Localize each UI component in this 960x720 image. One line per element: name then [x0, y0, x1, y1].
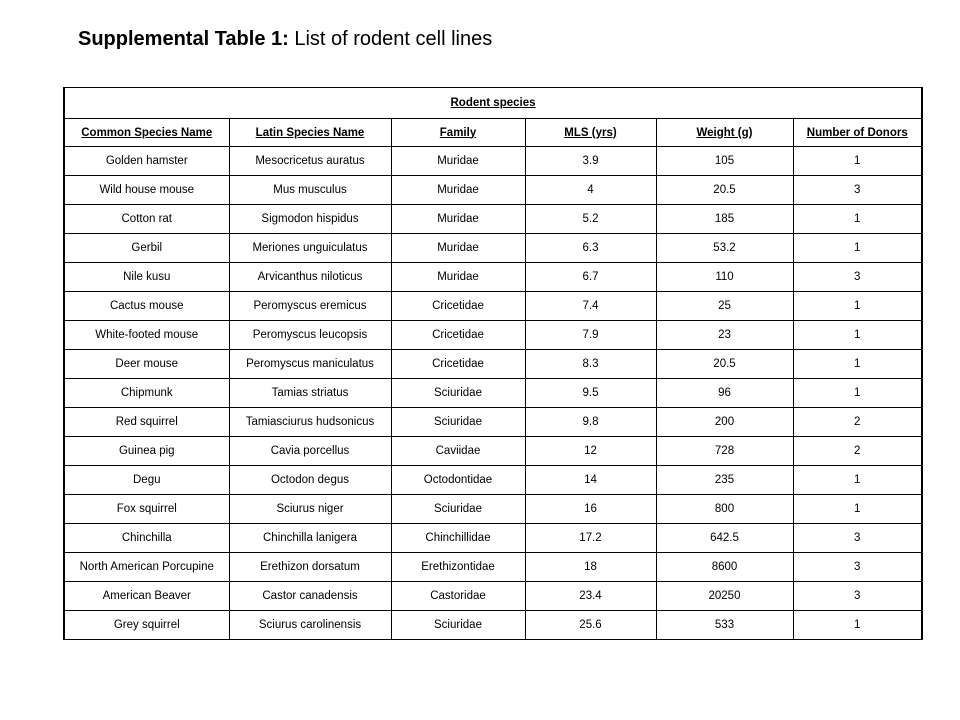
donors-cell: 1 [793, 611, 922, 640]
family-cell: Cricetidae [391, 321, 525, 350]
common-name-cell: Golden hamster [64, 147, 229, 176]
latin-name-cell: Erethizon dorsatum [229, 553, 391, 582]
column-header-mls: MLS (yrs) [525, 119, 656, 147]
table-row [64, 147, 922, 176]
weight-cell: 800 [656, 495, 793, 524]
common-name-cell: Grey squirrel [64, 611, 229, 640]
table-body [64, 147, 922, 640]
table-row [64, 553, 922, 582]
common-name-cell: Cactus mouse [64, 292, 229, 321]
mls-cell: 6.3 [525, 234, 656, 263]
common-name-cell: North American Porcupine [64, 553, 229, 582]
latin-name-cell: Peromyscus eremicus [229, 292, 391, 321]
family-cell: Sciuridae [391, 495, 525, 524]
mls-cell: 6.7 [525, 263, 656, 292]
column-header-latin-name: Latin Species Name [229, 119, 391, 147]
donors-cell: 1 [793, 466, 922, 495]
donors-cell: 1 [793, 205, 922, 234]
latin-name-cell: Peromyscus leucopsis [229, 321, 391, 350]
title-label: Supplemental Table 1: [78, 28, 289, 50]
table-row [64, 379, 922, 408]
family-cell: Muridae [391, 263, 525, 292]
latin-name-cell: Tamiasciurus hudsonicus [229, 408, 391, 437]
weight-cell: 533 [656, 611, 793, 640]
common-name-cell: Chipmunk [64, 379, 229, 408]
common-name-cell: Chinchilla [64, 524, 229, 553]
common-name-cell: Red squirrel [64, 408, 229, 437]
mls-cell: 5.2 [525, 205, 656, 234]
mls-cell: 12 [525, 437, 656, 466]
weight-cell: 235 [656, 466, 793, 495]
mls-cell: 17.2 [525, 524, 656, 553]
column-header-row [64, 119, 922, 147]
table-row [64, 234, 922, 263]
common-name-cell: American Beaver [64, 582, 229, 611]
common-name-cell: Deer mouse [64, 350, 229, 379]
donors-cell: 2 [793, 408, 922, 437]
latin-name-cell: Arvicanthus niloticus [229, 263, 391, 292]
family-cell: Muridae [391, 176, 525, 205]
weight-cell: 20250 [656, 582, 793, 611]
donors-cell: 3 [793, 176, 922, 205]
table-row [64, 205, 922, 234]
mls-cell: 9.8 [525, 408, 656, 437]
mls-cell: 3.9 [525, 147, 656, 176]
mls-cell: 16 [525, 495, 656, 524]
column-header-weight: Weight (g) [656, 119, 793, 147]
donors-cell: 3 [793, 553, 922, 582]
weight-cell: 25 [656, 292, 793, 321]
family-cell: Octodontidae [391, 466, 525, 495]
page-title [78, 24, 492, 54]
donors-cell: 1 [793, 321, 922, 350]
mls-cell: 9.5 [525, 379, 656, 408]
mls-cell: 18 [525, 553, 656, 582]
rodent-cell-lines-table [63, 87, 923, 640]
latin-name-cell: Chinchilla lanigera [229, 524, 391, 553]
table-row [64, 437, 922, 466]
donors-cell: 1 [793, 350, 922, 379]
table-row [64, 321, 922, 350]
family-cell: Erethizontidae [391, 553, 525, 582]
table-row [64, 292, 922, 321]
family-cell: Castoridae [391, 582, 525, 611]
family-cell: Chinchillidae [391, 524, 525, 553]
donors-cell: 1 [793, 147, 922, 176]
weight-cell: 20.5 [656, 350, 793, 379]
family-cell: Cricetidae [391, 292, 525, 321]
latin-name-cell: Mesocricetus auratus [229, 147, 391, 176]
latin-name-cell: Meriones unguiculatus [229, 234, 391, 263]
common-name-cell: Nile kusu [64, 263, 229, 292]
weight-cell: 96 [656, 379, 793, 408]
table-row [64, 176, 922, 205]
weight-cell: 53.2 [656, 234, 793, 263]
latin-name-cell: Octodon degus [229, 466, 391, 495]
common-name-cell: Wild house mouse [64, 176, 229, 205]
latin-name-cell: Tamias striatus [229, 379, 391, 408]
donors-cell: 1 [793, 234, 922, 263]
latin-name-cell: Castor canadensis [229, 582, 391, 611]
weight-cell: 105 [656, 147, 793, 176]
latin-name-cell: Cavia porcellus [229, 437, 391, 466]
weight-cell: 185 [656, 205, 793, 234]
donors-cell: 3 [793, 524, 922, 553]
weight-cell: 23 [656, 321, 793, 350]
table-row [64, 466, 922, 495]
weight-cell: 642.5 [656, 524, 793, 553]
donors-cell: 1 [793, 292, 922, 321]
common-name-cell: Degu [64, 466, 229, 495]
mls-cell: 8.3 [525, 350, 656, 379]
weight-cell: 8600 [656, 553, 793, 582]
latin-name-cell: Sciurus carolinensis [229, 611, 391, 640]
title-text: List of rodent cell lines [294, 28, 493, 50]
latin-name-cell: Peromyscus maniculatus [229, 350, 391, 379]
weight-cell: 110 [656, 263, 793, 292]
donors-cell: 1 [793, 379, 922, 408]
family-cell: Sciuridae [391, 379, 525, 408]
table-row [64, 582, 922, 611]
mls-cell: 7.4 [525, 292, 656, 321]
latin-name-cell: Sigmodon hispidus [229, 205, 391, 234]
family-cell: Muridae [391, 147, 525, 176]
family-cell: Muridae [391, 234, 525, 263]
table-row [64, 524, 922, 553]
weight-cell: 200 [656, 408, 793, 437]
latin-name-cell: Sciurus niger [229, 495, 391, 524]
family-cell: Cricetidae [391, 350, 525, 379]
table-row [64, 611, 922, 640]
column-header-common-name: Common Species Name [64, 119, 229, 147]
common-name-cell: Cotton rat [64, 205, 229, 234]
latin-name-cell: Mus musculus [229, 176, 391, 205]
donors-cell: 1 [793, 495, 922, 524]
family-cell: Muridae [391, 205, 525, 234]
mls-cell: 7.9 [525, 321, 656, 350]
weight-cell: 20.5 [656, 176, 793, 205]
table-row [64, 263, 922, 292]
weight-cell: 728 [656, 437, 793, 466]
table-row [64, 350, 922, 379]
mls-cell: 4 [525, 176, 656, 205]
donors-cell: 2 [793, 437, 922, 466]
common-name-cell: Fox squirrel [64, 495, 229, 524]
table-row [64, 408, 922, 437]
family-cell: Sciuridae [391, 611, 525, 640]
group-header-row [64, 88, 922, 119]
family-cell: Caviidae [391, 437, 525, 466]
mls-cell: 25.6 [525, 611, 656, 640]
table-row [64, 495, 922, 524]
common-name-cell: Guinea pig [64, 437, 229, 466]
donors-cell: 3 [793, 263, 922, 292]
group-header: Rodent species [64, 88, 922, 119]
mls-cell: 23.4 [525, 582, 656, 611]
common-name-cell: White-footed mouse [64, 321, 229, 350]
column-header-family: Family [391, 119, 525, 147]
mls-cell: 14 [525, 466, 656, 495]
family-cell: Sciuridae [391, 408, 525, 437]
donors-cell: 3 [793, 582, 922, 611]
column-header-donors: Number of Donors [793, 119, 922, 147]
common-name-cell: Gerbil [64, 234, 229, 263]
